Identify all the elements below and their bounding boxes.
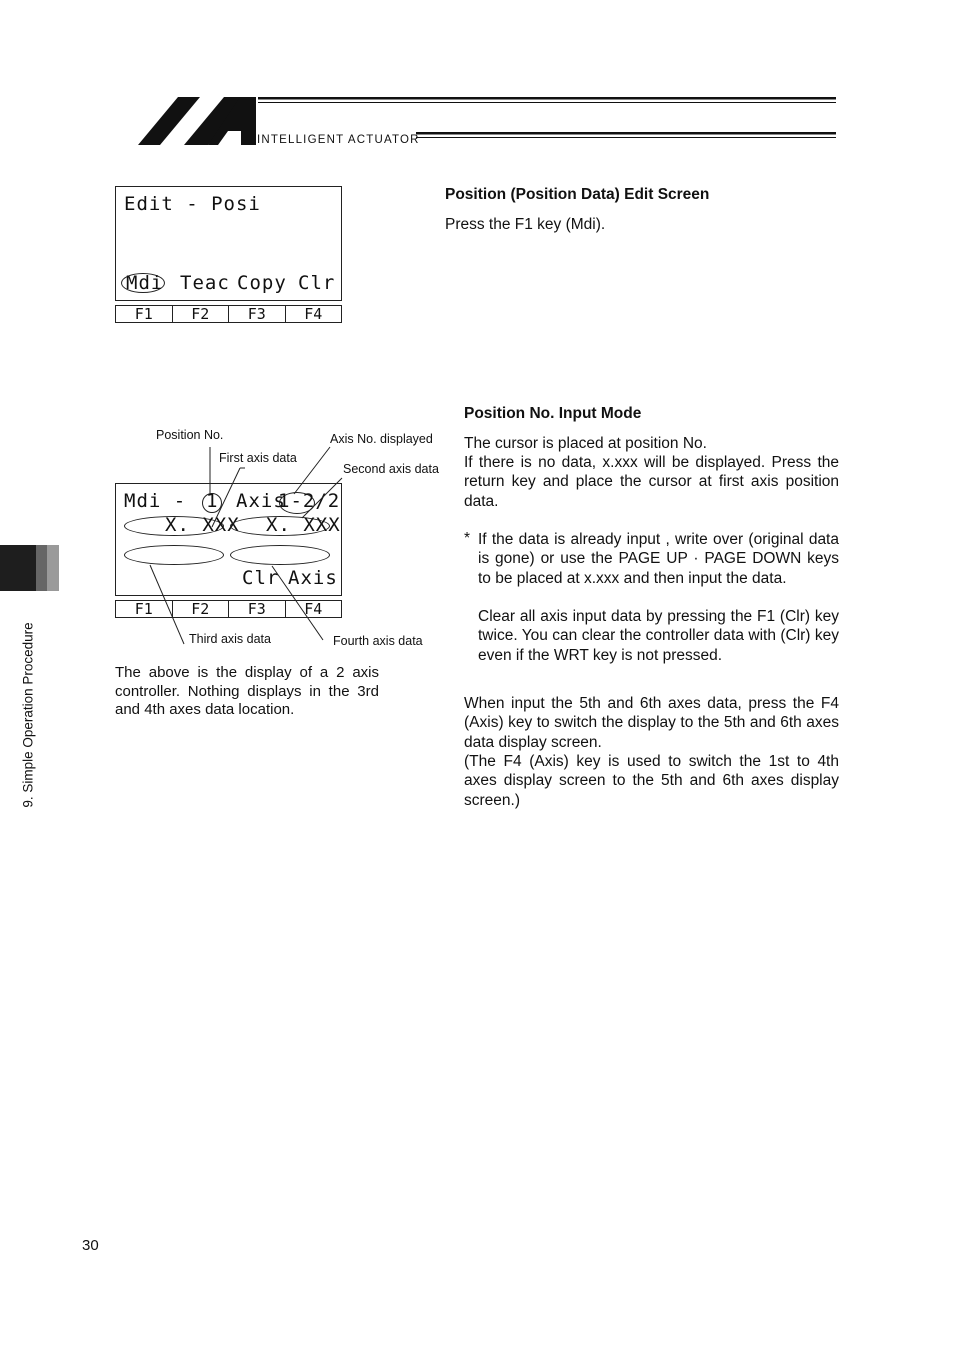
f2-key[interactable]: F2	[173, 601, 230, 617]
lcd-axis-value: 1-2/2	[278, 490, 341, 512]
f3-key[interactable]: F3	[229, 601, 286, 617]
lcd-menu-mdi: Mdi	[126, 272, 164, 294]
f4-key[interactable]: F4	[304, 305, 323, 323]
note-marker: *	[464, 530, 471, 547]
brand-text: INTELLIGENT ACTUATOR	[257, 134, 420, 146]
section2-p3: When input the 5th and 6th axes data, press the F4 (Axis) key to switch the display to the 5th and 6th axes data display screen.	[464, 695, 839, 751]
lcd-mdi-title: Mdi -	[124, 490, 187, 512]
f1-key[interactable]: F1	[116, 601, 173, 617]
lcd-position-no: 1	[206, 490, 219, 512]
section2-note2: Clear all axis input data by pressing the F1 (Clr) key twice. You can clear the controller data with (Clr) key even if the WRT key is not pressed.	[478, 608, 839, 664]
callout-third-axis: Third axis data	[189, 632, 271, 646]
callout-axis-no: Axis No. displayed	[330, 432, 433, 446]
lcd-menu-copy: Copy	[237, 272, 287, 294]
lcd-menu-clr: Clr	[242, 567, 280, 589]
section2-note1: If the data is already input , write over (original data is gone) or use the PAGE UP · PAGE DOWN keys to be placed at x.xxx and then input the data.	[478, 531, 839, 587]
f2-key[interactable]: F2	[173, 306, 230, 322]
section1-heading: Position (Position Data) Edit Screen	[445, 186, 710, 203]
lcd-title: Edit - Posi	[124, 193, 261, 215]
side-tab-label: 9. Simple Operation Procedure	[20, 622, 36, 808]
lcd-menu-axis: Axis	[288, 567, 338, 589]
lcd-menu-teac: Teac	[180, 272, 230, 294]
section2-heading: Position No. Input Mode	[464, 405, 642, 422]
section1-text: Press the F1 key (Mdi).	[445, 216, 606, 233]
lcd-axis-label: Axis	[236, 490, 286, 512]
section2-p2: If there is no data, x.xxx will be displayed. Press the return key and place the cursor at first axis position data.	[464, 454, 839, 510]
callout-position-no: Position No.	[156, 428, 224, 442]
f1-key[interactable]: F1	[116, 306, 173, 322]
f3-key[interactable]: F3	[229, 306, 286, 322]
f4-key[interactable]: F4	[304, 600, 323, 618]
screen2-caption: The above is the display of a 2 axis controller. Nothing displays in the 3rd and 4th axes data location.	[115, 664, 379, 719]
lcd-menu-clr: Clr	[298, 272, 336, 294]
axis2-value: X. XXX	[266, 514, 341, 536]
axis1-value: X. XXX	[165, 514, 240, 536]
callout-first-axis: First axis data	[219, 451, 297, 465]
page-number: 30	[82, 1237, 99, 1254]
section2-p4: (The F4 (Axis) key is used to switch the 1st to 4th axes display screen to the 5th and 6th axes display screen.)	[464, 753, 839, 809]
section2-p1: The cursor is placed at position No.	[464, 435, 707, 452]
callout-fourth-axis: Fourth axis data	[333, 634, 423, 648]
callout-second-axis: Second axis data	[343, 462, 439, 476]
